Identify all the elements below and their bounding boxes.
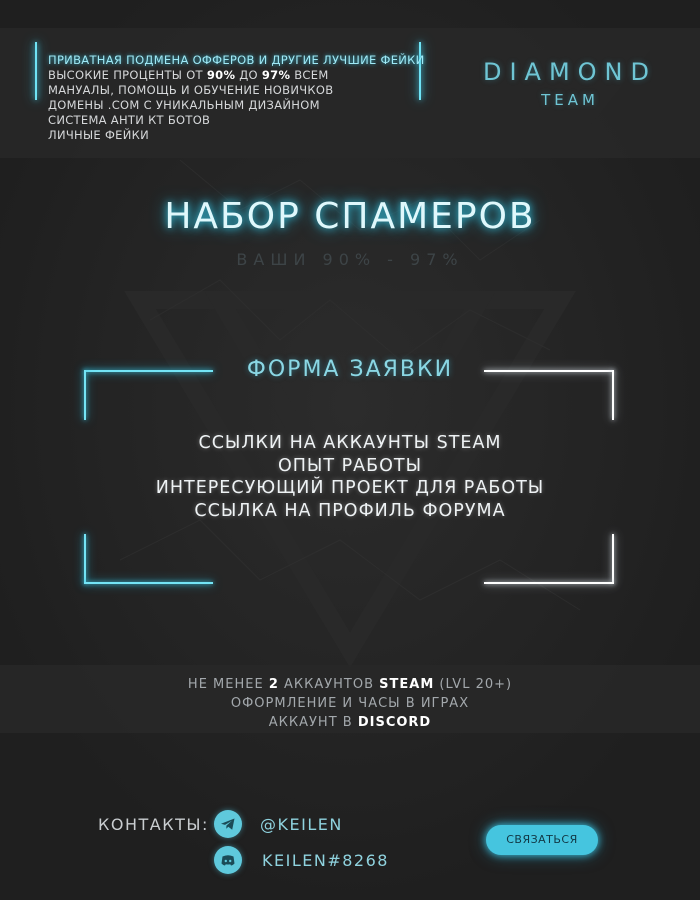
req-mid: АККАУНТОВ [278, 677, 380, 692]
req-prefix: НЕ МЕНЕЕ [187, 677, 269, 692]
requirement-design: ОФОРМЛЕНИЕ И ЧАСЫ В ИГРАХ [230, 696, 470, 711]
telegram-glyph [214, 810, 242, 838]
features-item: МАНУАЛЫ, ПОМОЩЬ И ОБУЧЕНИЕ НОВИЧКОВ [48, 83, 334, 97]
discord-icon[interactable] [214, 846, 242, 874]
telegram-icon[interactable] [214, 810, 242, 838]
percent-mid: ДО [235, 68, 262, 82]
percent-suffix: ВСЕМ [290, 68, 329, 82]
features-item: СИСТЕМА АНТИ КТ БОТОВ [48, 113, 211, 127]
req-suffix: (LVL 20+) [434, 677, 513, 692]
requirements [0, 675, 700, 732]
discord-handle[interactable]: KEILEN#8268 [262, 851, 389, 870]
req-discord-prefix: АККАУНТ В [268, 715, 358, 730]
form-item: ССЫЛКА НА ПРОФИЛЬ ФОРУМА [194, 500, 506, 521]
logo-line1: DIAMOND [482, 58, 657, 86]
discord-glyph [214, 846, 242, 874]
percent-to: 97% [261, 68, 291, 82]
features-item: ДОМЕНЫ .COM С УНИКАЛЬНЫМ ДИЗАЙНОМ [48, 98, 320, 112]
form-item: ИНТЕРЕСУЮЩИЙ ПРОЕКТ ДЛЯ РАБОТЫ [155, 478, 545, 498]
features-percent-line [48, 68, 428, 83]
requirement-discord [0, 713, 700, 732]
hero-title: НАБОР СПАМЕРОВ [164, 196, 536, 237]
frame-corner-bottom-right-h [484, 582, 614, 584]
contacts-label: КОНТАКТЫ: [98, 815, 209, 834]
logo [468, 58, 672, 110]
frame-corner-bottom-left-v [84, 534, 86, 584]
telegram-handle[interactable]: @KEILEN [260, 815, 343, 834]
contact-button[interactable]: СВЯЗАТЬСЯ [486, 825, 598, 855]
frame-corner-bottom-right-v [612, 534, 614, 584]
percent-from: 90% [206, 68, 236, 82]
form-items [0, 432, 700, 522]
logo-line2: TEAM [541, 91, 599, 109]
form-item: ОПЫТ РАБОТЫ [277, 455, 423, 476]
req-platform: STEAM [379, 677, 435, 692]
requirement-accounts [0, 675, 700, 694]
percent-prefix: ВЫСОКИЕ ПРОЦЕНТЫ ОТ [48, 68, 207, 82]
features-left-bar [35, 42, 37, 100]
req-discord-platform: DISCORD [357, 715, 432, 730]
hero-subtitle: ВАШИ 90% - 97% [236, 250, 464, 269]
form-title: ФОРМА ЗАЯВКИ [246, 357, 454, 382]
features-item: ЛИЧНЫЕ ФЕЙКИ [48, 128, 149, 142]
req-count: 2 [268, 677, 279, 692]
form-item: ССЫЛКИ НА АККАУНТЫ STEAM [198, 433, 502, 453]
features-headline: ПРИВАТНАЯ ПОДМЕНА ОФФЕРОВ И ДРУГИЕ ЛУЧШИЕ ФЕЙКИ [48, 53, 425, 67]
frame-corner-bottom-left-h [84, 582, 213, 584]
features-list [48, 53, 428, 143]
